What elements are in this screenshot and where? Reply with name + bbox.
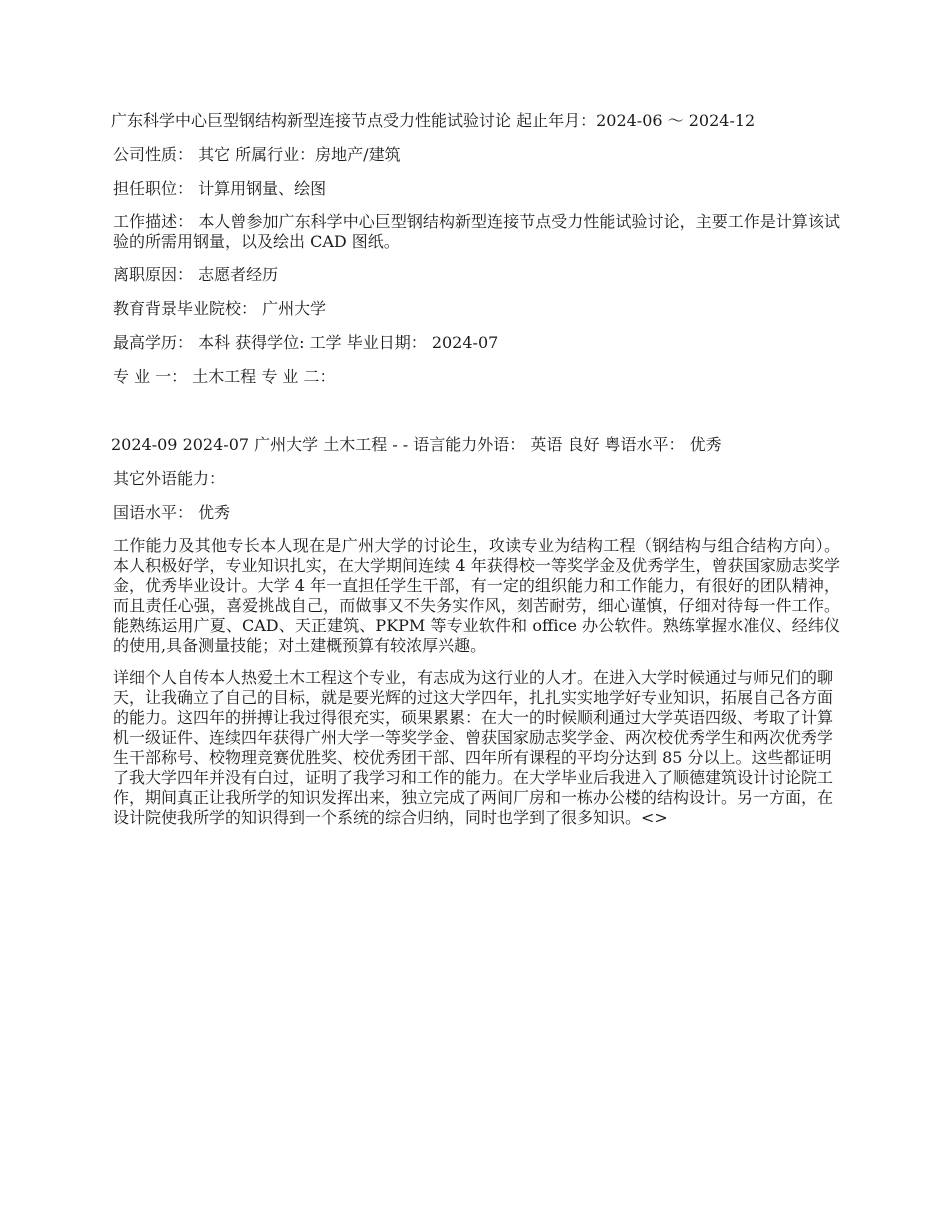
position-line: 担任职位： 计算用钢量、绘图 — [113, 179, 327, 198]
skills-paragraph: 工作能力及其他专长本人现在是广州大学的讨论生，攻读专业为结构工程（钢结构与组合结构方向）。本人积极好学，专业知识扎实，在大学期间连续 4 年获得校一等奖学金及优秀学生，曾获国家励志奖学金，优秀毕业设计。大学 4 年一直担任学生干部，有一定的组织能力和工作能力，有很好的团队精神，而且责任心强，喜爱挑战自己，而做事又不失务实作风，刻苦耐劳，细心谨慎，仔细对待每一件工作。能熟练运用广夏、CAD、天正建筑、PKPM 等专业软件和 office 办公软件。熟练掌握水准仪、经纬仪的使用,具备测量技能；对土建概预算有较浓厚兴趣。 — [113, 536, 840, 655]
education-school-line: 教育背景毕业院校： 广州大学 — [113, 299, 327, 318]
degree-line: 最高学历： 本科 获得学位: 工学 毕业日期： 2024-07 — [113, 333, 499, 352]
company-line: 公司性质： 其它 所属行业：房地产/建筑 — [113, 145, 401, 164]
work-description: 工作描述： 本人曾参加广东科学中心巨型钢结构新型连接节点受力性能试验讨论，主要工作是计算该试验的所需用钢量，以及绘出 CAD 图纸。 — [113, 212, 840, 251]
other-language-line: 其它外语能力： — [113, 469, 226, 488]
self-intro-paragraph: 详细个人自传本人热爱土木工程这个专业，有志成为这行业的人才。在进入大学时候通过与师兄们的聊天，让我确立了自己的目标，就是要光辉的过这大学四年，扎扎实实地学好专业知识，拓展自己各方面的能力。这四年的拼搏让我过得很充实，硕果累累：在大一的时候顺利通过大学英语四级、考取了计算机一级证件、连续四年获得广州大学一等奖学金、曾获国家励志奖学金、两次校优秀学生和两次优秀学生干部称号、校物理竞赛优胜奖、校优秀团干部、四年所有课程的平均分达到 85 分以上。这些都证明了我大学四年并没有白过，证明了我学习和工作的能力。在大学毕业后我进入了顺德建筑设计讨论院工作，期间真正让我所学的知识发挥出来，独立完成了两间厂房和一栋办公楼的结构设计。另一方面，在设计院使我所学的知识得到一个系统的综合归纳，同时也学到了很多知识。<> — [113, 668, 834, 827]
major-line: 专 业 一： 土木工程 专 业 二： — [113, 367, 336, 386]
education-language-line: 2024-09 2024-07 广州大学 土木工程 - - 语言能力外语： 英语 良好 粤语水平： 优秀 — [111, 435, 722, 454]
mandarin-level-line: 国语水平： 优秀 — [113, 503, 231, 522]
section-gap — [113, 400, 840, 434]
leave-reason-line: 离职原因： 志愿者经历 — [113, 265, 279, 284]
project-line: 广东科学中心巨型钢结构新型连接节点受力性能试验讨论 起止年月：2024-06 ～ 2024-12 — [111, 111, 756, 130]
